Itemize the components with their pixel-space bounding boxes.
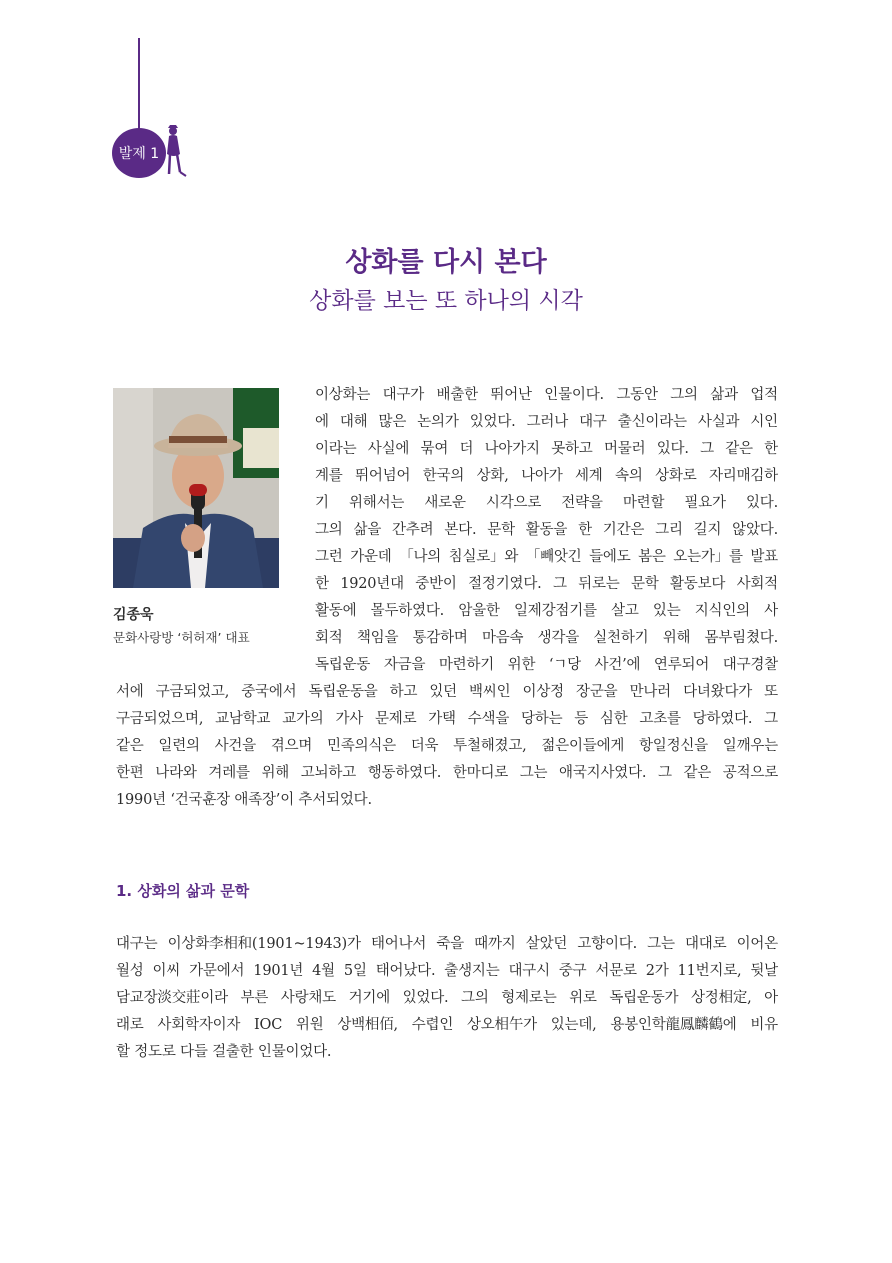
header-vertical-rule bbox=[138, 38, 140, 130]
article-title: 상화를 다시 본다 bbox=[345, 247, 547, 278]
intro-line: 서에 구금되었고, 중국에서 독립운동을 하고 있던 백씨인 이상정 장군을 만나러 다녀왔다가 또 bbox=[116, 684, 778, 700]
intro-line: 1990년 ‘건국훈장 애족장’이 추서되었다. bbox=[116, 792, 372, 808]
section-heading: 1. 상화의 삶과 문학 bbox=[116, 882, 250, 900]
author-name: 김종욱 bbox=[113, 607, 154, 623]
person-figure-icon bbox=[160, 124, 188, 180]
intro-line: 에 대해 많은 논의가 있었다. 그러나 대구 출신이라는 사실과 시인 bbox=[315, 414, 778, 430]
intro-line: 그런 가운데 「나의 침실로」와 「빼앗긴 들에도 봄은 오는가」를 발표 bbox=[315, 549, 778, 565]
intro-line: 독립운동 자금을 마련하기 위한 ‘ㄱ당 사건’에 연루되어 대구경찰 bbox=[315, 657, 778, 673]
intro-line: 한편 나라와 겨레를 위해 고뇌하고 행동하였다. 한마디로 그는 애국지사였다. 그 같은 공적으로 bbox=[116, 765, 778, 781]
section-line: 래로 사회학자이자 IOC 위원 상백相佰, 수렵인 상오相午가 있는데, 용봉인학龍鳳麟鶴에 비유 bbox=[116, 1017, 778, 1033]
intro-line: 이라는 사실에 묶여 더 나아가지 못하고 머물러 있다. 그 같은 한 bbox=[315, 441, 778, 457]
intro-line: 계를 뛰어넘어 한국의 상화, 나아가 세계 속의 상화로 자리매김하 bbox=[315, 468, 778, 484]
session-badge: 발제 1 bbox=[112, 128, 166, 178]
intro-line: 그의 삶을 간추려 본다. 문학 활동을 한 기간은 그리 길지 않았다. bbox=[315, 522, 778, 538]
section-line: 월성 이씨 가문에서 1901년 4월 5일 태어났다. 출생지는 대구시 중구 서문로 2가 11번지로, 뒷날 bbox=[116, 963, 778, 979]
article-subtitle: 상화를 보는 또 하나의 시각 bbox=[309, 288, 583, 314]
intro-line: 이상화는 대구가 배출한 뛰어난 인물이다. 그동안 그의 삶과 업적 bbox=[315, 387, 778, 403]
section-line: 대구는 이상화李相和(1901~1943)가 태어나서 죽을 때까지 살았던 고향이다. 그는 대대로 이어온 bbox=[116, 936, 778, 952]
author-role: 문화사랑방 ‘허허재’ 대표 bbox=[113, 630, 250, 645]
author-photo bbox=[113, 388, 279, 588]
intro-line: 기 위해서는 새로운 시각으로 전략을 마련할 필요가 있다. bbox=[315, 495, 778, 511]
intro-line: 활동에 몰두하였다. 암울한 일제강점기를 살고 있는 지식인의 사 bbox=[315, 603, 778, 619]
intro-line: 같은 일련의 사건을 겪으며 민족의식은 더욱 투철해졌고, 젊은이들에게 항일정신을 일깨우는 bbox=[116, 738, 778, 754]
intro-line: 회적 책임을 통감하며 마음속 생각을 실천하기 위해 몸부림쳤다. bbox=[315, 630, 778, 646]
section-line: 담교장淡交莊이라 부른 사랑채도 거기에 있었다. 그의 형제로는 위로 독립운동가 상정相定, 아 bbox=[116, 990, 778, 1006]
section-line: 할 정도로 다들 걸출한 인물이었다. bbox=[116, 1044, 332, 1060]
intro-line: 구금되었으며, 교남학교 교가의 가사 문제로 가택 수색을 당하는 등 심한 고초를 당하였다. 그 bbox=[116, 711, 778, 727]
intro-line: 한 1920년대 중반이 절정기였다. 그 뒤로는 문학 활동보다 사회적 bbox=[315, 576, 778, 592]
